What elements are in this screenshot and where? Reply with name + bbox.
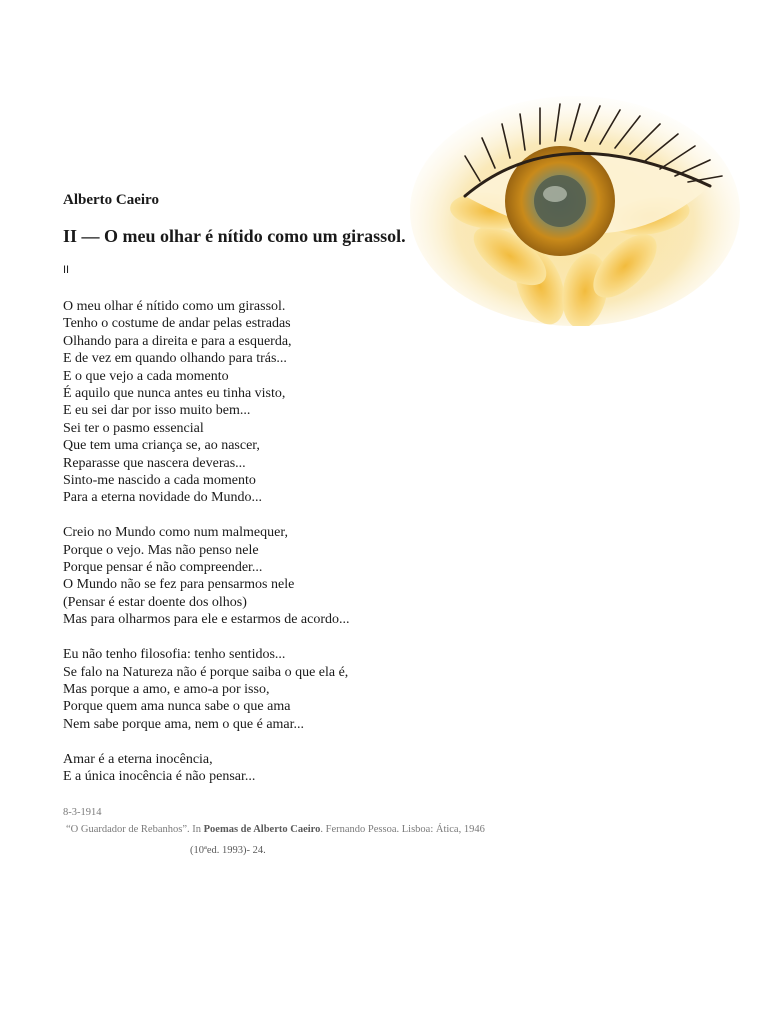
source-citation xyxy=(66,824,485,835)
poem-line: É aquilo que nunca antes eu tinha visto, xyxy=(63,386,286,402)
poem-line: Nem sabe porque ama, nem o que é amar... xyxy=(63,716,305,732)
stanza-1 xyxy=(63,298,563,507)
poem-line: Porque pensar é não compreender... xyxy=(63,560,263,576)
edition-info: (10ªed. 1993)- 24. xyxy=(190,845,266,856)
poem-line: O meu olhar é nítido como um girassol. xyxy=(63,299,286,314)
poem-body xyxy=(63,298,563,803)
poem-date: 8-3-1914 xyxy=(63,807,102,818)
eye-sunflower-image xyxy=(410,86,740,326)
poem-line: Porque quem ama nunca sabe o que ama xyxy=(63,699,291,715)
stanza-2 xyxy=(63,524,563,628)
citation-suffix: . Fernando Pessoa. Lisboa: Ática, 1946 xyxy=(320,824,485,835)
poem-line: E a única inocência é não pensar... xyxy=(63,768,256,784)
author-name: Alberto Caeiro xyxy=(63,192,159,208)
poem-line: Creio no Mundo como num malmequer, xyxy=(63,525,288,541)
poem-line: O Mundo não se fez para pensarmos nele xyxy=(63,577,295,593)
poem-line: Se falo na Natureza não é porque saiba o que ela é, xyxy=(63,664,349,680)
poem-line: (Pensar é estar doente dos olhos) xyxy=(63,594,247,610)
poem-line: Porque o vejo. Mas não penso nele xyxy=(63,542,259,558)
poem-line: E de vez em quando olhando para trás... xyxy=(63,351,287,367)
citation-prefix: “O Guardador de Rebanhos”. In xyxy=(66,824,204,835)
poem-line: Sinto-me nascido a cada momento xyxy=(63,473,256,489)
poem-numeral: II xyxy=(63,264,70,276)
poem-line: Eu não tenho filosofia: tenho sentidos... xyxy=(63,647,286,663)
stanza-3 xyxy=(63,646,563,733)
poem-line: Tenho o costume de andar pelas estradas xyxy=(63,316,291,332)
poem-line: Amar é a eterna inocência, xyxy=(63,751,213,767)
poem-line: Para a eterna novidade do Mundo... xyxy=(63,490,263,506)
stanza-4 xyxy=(63,751,563,786)
poem-line: Olhando para a direita e para a esquerda, xyxy=(63,333,292,349)
citation-book-title: Poemas de Alberto Caeiro xyxy=(203,824,321,835)
poem-line: E eu sei dar por isso muito bem... xyxy=(63,403,251,419)
poem-line: Mas porque a amo, e amo-a por isso, xyxy=(63,681,270,697)
poem-line: Sei ter o pasmo essencial xyxy=(63,420,204,436)
poem-line: Reparasse que nascera deveras... xyxy=(63,455,246,471)
poem-line: E o que vejo a cada momento xyxy=(63,368,229,384)
poem-line: Mas para olharmos para ele e estarmos de acordo... xyxy=(63,612,350,628)
poem-line: Que tem uma criança se, ao nascer, xyxy=(63,438,260,454)
poem-title: II — O meu olhar é nítido como um girassol. xyxy=(63,226,406,246)
